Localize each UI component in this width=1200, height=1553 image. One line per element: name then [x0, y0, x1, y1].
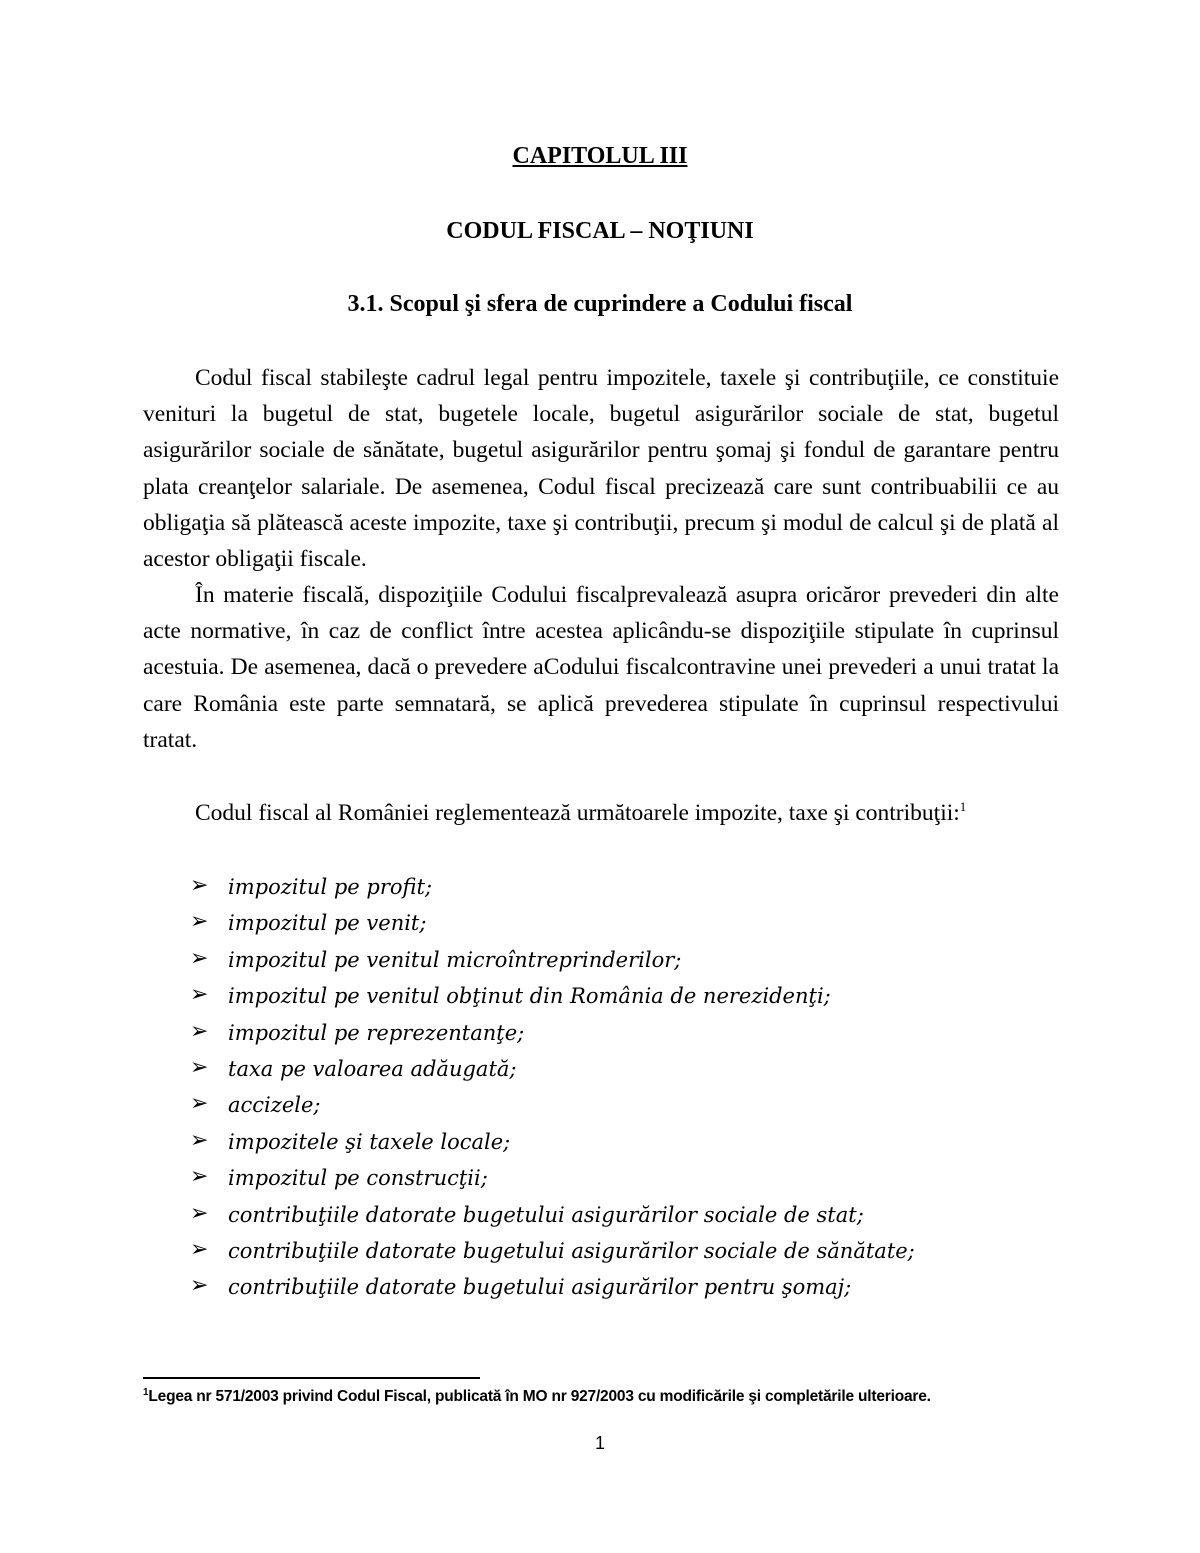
footnote-marker: 1: [143, 1387, 149, 1398]
arrow-bullet-icon: ➢: [190, 1236, 209, 1262]
list-item-text: impozitele şi taxele locale;: [228, 1129, 511, 1154]
arrow-bullet-icon: ➢: [190, 1200, 209, 1226]
list-item-text: impozitul pe venitul microîntreprinderilor;: [228, 947, 682, 972]
list-item-text: contribuţiile datorate bugetului asigurărilor sociale de sănătate;: [228, 1238, 915, 1263]
list-item: [190, 1196, 915, 1232]
list-item: [190, 977, 915, 1013]
arrow-bullet-icon: ➢: [190, 1018, 209, 1044]
list-item-text: impozitul pe venit;: [228, 911, 427, 936]
list-item-text: impozitul pe construcţii;: [228, 1166, 488, 1191]
arrow-bullet-icon: ➢: [190, 982, 209, 1008]
list-item-text: contribuţiile datorate bugetului asigurărilor sociale de stat;: [228, 1202, 864, 1227]
list-item: [190, 1232, 915, 1268]
list-item-text: contribuţiile datorate bugetului asigurărilor pentru şomaj;: [228, 1275, 852, 1300]
list-item: [190, 868, 915, 904]
list-item: [190, 941, 915, 977]
list-item-text: taxa pe valoarea adăugată;: [228, 1056, 517, 1081]
list-item: [190, 1050, 915, 1086]
list-item: [190, 1268, 915, 1304]
list-intro-text: Codul fiscal al României reglementează următoarele impozite, taxe şi contribuţii:: [195, 800, 960, 826]
list-item-text: impozitul pe reprezentanţe;: [228, 1020, 525, 1045]
arrow-bullet-icon: ➢: [190, 1164, 209, 1190]
section-heading: 3.1. Scopul şi sfera de cuprindere a Codului fiscal: [347, 291, 853, 317]
taxes-list: [190, 868, 915, 1305]
arrow-bullet-icon: ➢: [190, 945, 209, 971]
arrow-bullet-icon: ➢: [190, 1127, 209, 1153]
list-item-text: accizele;: [228, 1093, 321, 1118]
footnote-separator: [143, 1377, 480, 1379]
list-item-text: impozitul pe profit;: [228, 875, 433, 899]
list-item: [190, 904, 915, 940]
chapter-heading: CAPITOLUL III: [512, 143, 688, 169]
list-item: [190, 1086, 915, 1122]
arrow-bullet-icon: ➢: [190, 909, 209, 935]
footnote: [143, 1387, 1103, 1406]
footnote-reference: 1: [959, 799, 967, 815]
page-number: 1: [594, 1433, 605, 1453]
footnote-text: Legea nr 571/2003 privind Codul Fiscal, publicată în MO nr 927/2003 cu modificările şi completările ulterioare.: [148, 1388, 931, 1406]
paragraph-scope: Codul fiscal stabileşte cadrul legal pentru impozitele, taxele şi contribuţiile, ce constituie venituri la bugetul de stat, bugetele locale, bugetul asigurărilor sociale de stat, bugetul asigurărilor sociale de sănătate, bugetul asigurărilor pentru şomaj şi fondul de garantare pentru plata creanţelor salariale. De asemenea, Codul fiscal precizează care sunt contribuabilii ce au obligaţia să plătească aceste impozite, taxe şi contribuţii, precum şi modul de calcul şi de plată al acestor obligaţii fiscale.: [143, 365, 1059, 573]
paragraph-precedence: În materie fiscală, dispoziţiile Codului fiscalprevalează asupra oricăror prevederi din alte acte normative, în caz de conflict între acestea aplicându-se dispoziţiile stipulate în cuprinsul acestuia. De asemenea, dacă o prevedere aCodului fiscalcontravine unei prevederi a unui tratat la care România este parte semnatară, se aplică prevederea stipulate în cuprinsul respectivului tratat.: [143, 582, 1059, 753]
arrow-bullet-icon: ➢: [190, 873, 209, 898]
chapter-title: CODUL FISCAL – NOŢIUNI: [446, 218, 754, 244]
list-item: [190, 1123, 915, 1159]
list-item: [190, 1014, 915, 1050]
paragraph-list-intro: [143, 795, 1059, 831]
list-item-text: impozitul pe venitul obţinut din România de nerezidenţi;: [228, 984, 831, 1009]
arrow-bullet-icon: ➢: [190, 1091, 209, 1117]
arrow-bullet-icon: ➢: [190, 1054, 209, 1080]
arrow-bullet-icon: ➢: [190, 1273, 209, 1299]
list-item: [190, 1159, 915, 1195]
